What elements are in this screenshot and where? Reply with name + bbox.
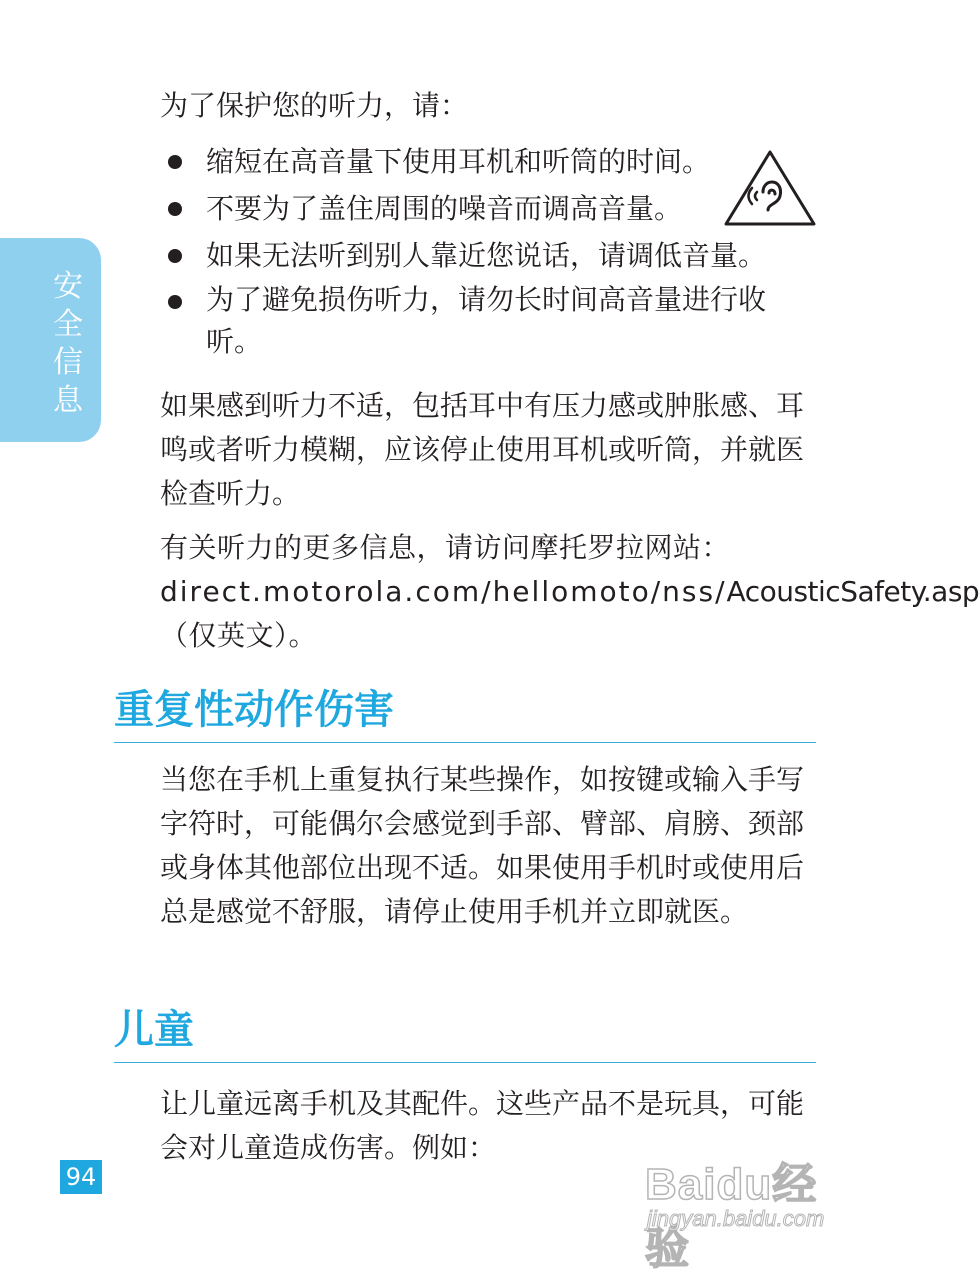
discomfort-paragraph: 如果感到听力不适，包括耳中有压力感或肿胀感、耳鸣或者听力模糊，应该停止使用耳机或听筒，并就医检查听力。 <box>160 389 805 510</box>
intro-text: 为了保护您的听力，请： <box>160 89 469 122</box>
list-item: 缩短在高音量下使用耳机和听筒的时间。 <box>160 138 820 185</box>
watermark-url: jingyan.baidu.com <box>647 1206 825 1231</box>
watermark-brand: Baidu经验 <box>645 1160 818 1273</box>
hearing-tips-list <box>160 138 820 363</box>
watermark <box>645 1138 860 1273</box>
more-info-suffix: （仅英文）。 <box>160 619 318 652</box>
bullet-icon <box>168 155 182 169</box>
section-heading-children: 儿童 <box>114 1002 816 1063</box>
bullet-icon <box>168 249 182 263</box>
more-info-paragraph <box>160 526 979 658</box>
rsi-paragraph: 当您在手机上重复执行某些操作，如按键或输入手写字符时，可能偶尔会感觉到手部、臂部、肩膀、颈部或身体其他部位出现不适。如果使用手机时或使用后总是感觉不舒服，请停止使用手机并立即就医。 <box>160 763 805 928</box>
bullet-icon <box>168 202 182 216</box>
hearing-warning-icon <box>722 148 818 228</box>
children-paragraph: 让儿童远离手机及其配件。这些产品不是玩具，可能会对儿童造成伤害。例如： <box>160 1087 805 1164</box>
list-item: 为了避免损伤听力，请勿长时间高音量进行收听。 <box>160 279 820 363</box>
page-number: 94 <box>60 1160 102 1194</box>
section-heading-rsi: 重复性动作伤害 <box>114 682 816 743</box>
list-item: 如果无法听到别人靠近您说话，请调低音量。 <box>160 232 820 279</box>
more-info-text: 有关听力的更多信息，请访问摩托罗拉网站： <box>160 531 731 564</box>
bullet-icon <box>168 295 182 309</box>
info-url-part2[interactable]: AcousticSafety.asp <box>726 575 979 608</box>
list-item: 不要为了盖住周围的噪音而调高音量。 <box>160 185 820 232</box>
side-tab-label: 安 全 信 息 <box>53 269 83 418</box>
info-url-part1[interactable]: direct.motorola.com/hellomoto/nss/ <box>160 575 727 608</box>
